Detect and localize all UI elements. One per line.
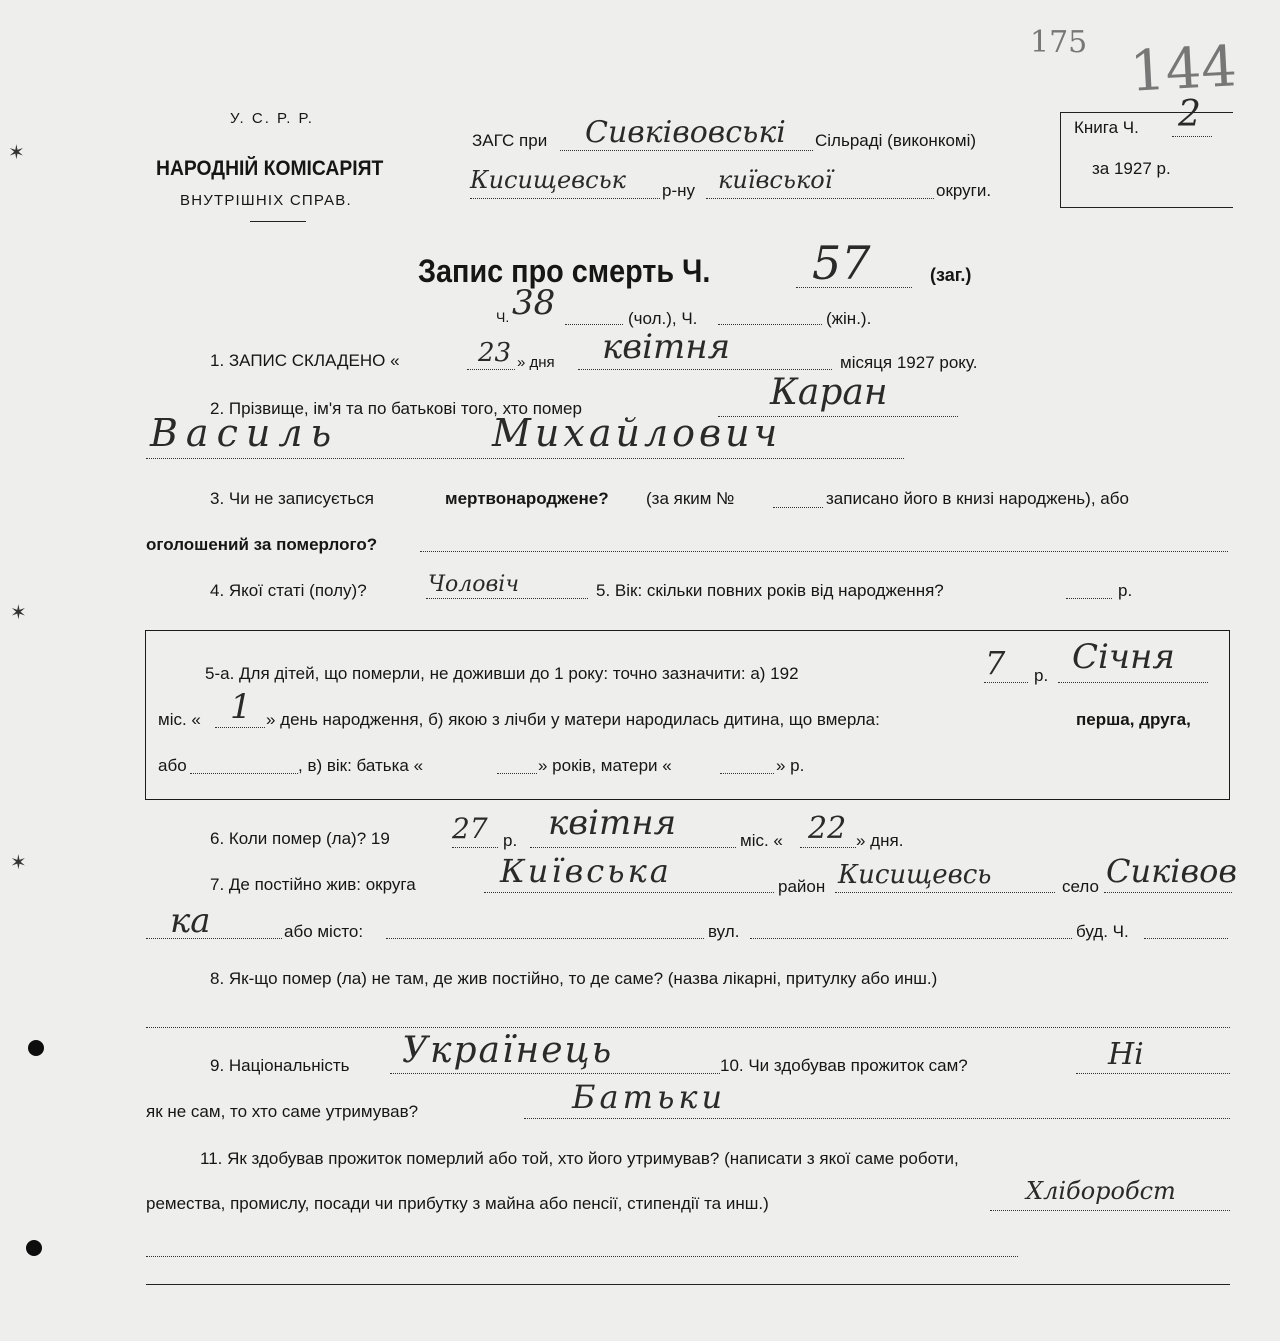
f5a-line-3a: або xyxy=(158,756,187,775)
f5a-year: 7 xyxy=(985,644,1006,682)
f7-vul-line xyxy=(750,938,1072,939)
f7-misto-label: або місто: xyxy=(284,922,364,941)
tear-mark: ✶ xyxy=(8,140,25,164)
f7-selo-label: село xyxy=(1062,877,1099,896)
f1-label: 1. ЗАПИС СКЛАДЕНО « xyxy=(210,351,400,370)
f10-value: Ні xyxy=(1108,1037,1144,1072)
f5a-day-line xyxy=(215,727,265,728)
f5-end: р. xyxy=(1118,581,1133,600)
f3-dead-line xyxy=(420,551,1228,552)
f6-month-line xyxy=(530,847,736,848)
tear-mark: ✶ xyxy=(10,850,27,874)
f10-label: 10. Чи здобував прожиток сам? xyxy=(720,1056,968,1075)
book-label: Книга Ч. xyxy=(1074,118,1139,137)
f9-value: Українець xyxy=(402,1030,614,1071)
page-title: Запис про смерть Ч. xyxy=(418,253,711,289)
f5a-mis: міс. « xyxy=(158,710,201,729)
f7-raion: Кисищевсь xyxy=(838,860,992,890)
f7-misto-line xyxy=(386,938,704,939)
male-count-label: (чол.), Ч. xyxy=(628,309,698,328)
record-number: 57 xyxy=(812,236,871,290)
f5a-line-3d: » р. xyxy=(776,756,805,775)
f6-year: 27 xyxy=(452,812,488,845)
raion-label: р-ну xyxy=(662,181,696,200)
f5a-month-line xyxy=(1058,682,1208,683)
f4-line xyxy=(426,598,588,599)
f11-line xyxy=(990,1210,1230,1211)
f5a-order-line xyxy=(190,773,298,774)
f3-label-a: 3. Чи не записується xyxy=(210,489,374,508)
f6-month: квітня xyxy=(548,803,677,843)
f11-line-2 xyxy=(146,1256,1018,1257)
punch-hole-top xyxy=(28,1040,44,1056)
department-title: ВНУТРІШНІХ СПРАВ. xyxy=(180,192,352,209)
f3-label-e: оголошений за померлого? xyxy=(146,535,378,554)
f5a-father-line xyxy=(497,773,537,774)
f2-patronymic: Михайлович xyxy=(492,411,782,455)
f5a-line-3c: » років, матери « xyxy=(538,756,672,775)
f5a-r: р. xyxy=(1034,666,1049,685)
male-count-value: 38 xyxy=(512,283,556,323)
f5a-line-2: » день народження, б) якою з лічби у матери народилась дитина, що вмерла: xyxy=(266,710,880,729)
f7-okruha: Київська xyxy=(500,852,672,890)
f11-value: Хліборобст xyxy=(1026,1177,1176,1205)
f3-label-c: (за яким № xyxy=(646,489,735,508)
f5a-year-line xyxy=(984,682,1028,683)
archive-stamp-number: 144 xyxy=(1128,34,1239,105)
f10b-line xyxy=(524,1118,1230,1119)
f7-selo-1: Сиківов xyxy=(1106,852,1237,890)
f1-month: квітня xyxy=(602,327,731,367)
f7-selo-line xyxy=(1104,892,1232,893)
archive-number-mark: 175 xyxy=(1030,25,1088,60)
f10b-value: Батьки xyxy=(572,1078,727,1116)
f2-line-2 xyxy=(146,458,904,459)
f8-label: 8. Як-що помер (ла) не там, де жив постійно, то де саме? (назва лікарні, притулку або инш.) xyxy=(210,969,938,988)
f7-selo-2: ка xyxy=(170,901,211,941)
f4-label: 4. Якої статі (полу)? xyxy=(210,581,367,600)
f1-end: місяця 1927 року. xyxy=(840,353,978,372)
zags-value: Сивківовські xyxy=(585,115,786,150)
f6-day-line xyxy=(800,847,856,848)
republic-title: У. С. Р. Р. xyxy=(230,110,314,127)
male-count-line xyxy=(565,324,623,325)
year-label: за 1927 р. xyxy=(1092,159,1171,178)
f9-line xyxy=(390,1073,720,1074)
f5a-day: 1 xyxy=(230,687,252,727)
f3-label-d: записано його в книзі народжень), або xyxy=(826,489,1129,508)
okruha-label: округи. xyxy=(936,181,992,200)
f4-value: Чоловіч xyxy=(428,572,520,597)
f6-year-line xyxy=(452,847,498,848)
f5a-line-1: 5-а. Для дітей, що померли, не доживши до 1 року: точно зазначити: а) 192 xyxy=(205,664,799,683)
f1-day-line xyxy=(467,369,515,370)
f2-label: 2. Прізвище, ім'я та по батькові того, хто помер xyxy=(210,399,582,418)
f2-surname: Каран xyxy=(770,372,888,413)
f10-line xyxy=(1076,1073,1230,1074)
f7-raion-line xyxy=(835,892,1055,893)
f6-mis: міс. « xyxy=(740,831,783,850)
f6-day: 22 xyxy=(808,811,847,846)
book-number: 2 xyxy=(1178,94,1201,135)
f6-end: » дня. xyxy=(856,831,904,850)
f5a-mother-line xyxy=(720,773,774,774)
f5-line xyxy=(1066,598,1112,599)
female-count-line xyxy=(718,324,822,325)
f10b-label: як не сам, то хто саме утримував? xyxy=(146,1102,419,1121)
female-count-label: (жін.). xyxy=(826,309,872,328)
village-council-label: Сільраді (виконкомі) xyxy=(815,131,977,150)
punch-hole-bottom xyxy=(26,1240,42,1256)
title-suffix: (заг.) xyxy=(930,265,972,285)
f1-month-line xyxy=(578,369,832,370)
f5a-month: Січня xyxy=(1072,637,1175,677)
f7-label: 7. Де постійно жив: округа xyxy=(210,875,416,894)
male-count-prefix: Ч. xyxy=(496,309,510,325)
zags-label: ЗАГС при xyxy=(472,131,548,150)
f6-r: р. xyxy=(503,831,518,850)
f5a-line-3b: , в) вік: батька « xyxy=(298,756,424,775)
f3-number-line xyxy=(773,507,823,508)
f3-label-b: мертвонароджене? xyxy=(445,489,609,508)
f1-day: 23 xyxy=(478,338,512,368)
okruha-value: київської xyxy=(718,166,833,194)
f1-mid: » дня xyxy=(517,354,555,371)
f7-bud-label: буд. Ч. xyxy=(1076,922,1129,941)
f7-bud-line xyxy=(1144,938,1228,939)
raion-dotted-line xyxy=(470,198,660,199)
header-underline xyxy=(250,221,306,222)
f7-raion-label: район xyxy=(778,877,826,896)
commissariat-title: НАРОДНІЙ КОМІСАРІЯТ xyxy=(156,157,384,180)
okruha-dotted-line xyxy=(706,198,934,199)
f5-label: 5. Вік: скільки повних років від народження? xyxy=(596,581,944,600)
tear-mark: ✶ xyxy=(10,600,27,624)
raion-value: Кисищевськ xyxy=(470,166,626,194)
f6-label: 6. Коли помер (ла)? 19 xyxy=(210,829,390,848)
f7-selo-line-2 xyxy=(146,938,282,939)
zags-dotted-line xyxy=(560,150,813,151)
f5a-order: перша, друга, xyxy=(1076,710,1191,729)
f9-label: 9. Національність xyxy=(210,1056,350,1075)
f7-vul-label: вул. xyxy=(708,922,740,941)
f8-line xyxy=(146,1027,1230,1028)
f7-okruha-line xyxy=(484,892,774,893)
f2-name: Василь xyxy=(150,411,340,455)
f11-line-3 xyxy=(146,1284,1230,1285)
f11-label: 11. Як здобував прожиток померлий або той, хто його утримував? (написати з якої саме роботи, xyxy=(200,1149,959,1168)
f11-label-2: ремества, промислу, посади чи прибутку з майна або пенсії, стипендії та инш.) xyxy=(146,1194,769,1213)
book-dotted-line xyxy=(1172,136,1212,137)
